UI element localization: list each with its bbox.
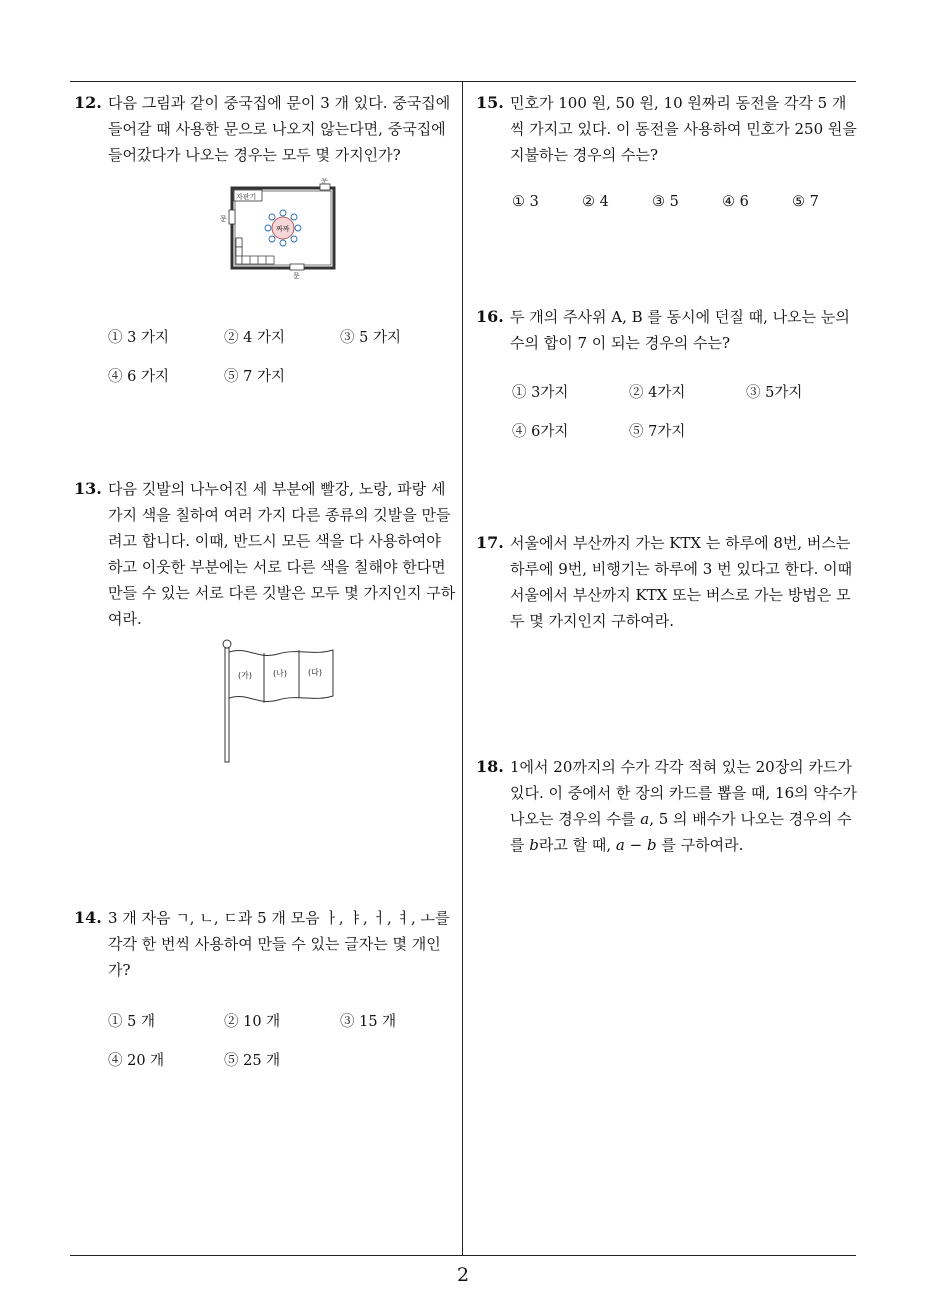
choice-2[interactable]: ② 10 개 — [224, 1014, 281, 1030]
door-left-label: 문 — [220, 215, 227, 223]
round-table-label: 짜짜 — [276, 225, 290, 233]
choice-5[interactable]: ⑤ 7가지 — [629, 424, 686, 440]
question-18-text: 18. 1에서 20까지의 수가 각각 적혀 있는 20장의 카드가 있다. 이 중에서 한 장의 카드를 뽑을 때, 16의 약수가 나오는 경우의 수를 a, 5 의 배수가 나오는 경우의 수를 b라고 할 때, a − b 를 구하여라. — [476, 754, 858, 858]
question-16-choices — [512, 381, 852, 441]
flag-pole-top — [223, 640, 231, 648]
choice-2[interactable]: ② 4 가지 — [224, 330, 285, 346]
variable-b: b — [529, 836, 539, 854]
question-16 — [476, 304, 858, 356]
question-18-number: 18. — [476, 757, 504, 776]
question-15-number: 15. — [476, 93, 504, 112]
choice-1[interactable]: ① 3 가지 — [108, 330, 169, 346]
question-17-number: 17. — [476, 533, 504, 552]
question-14-choices — [108, 1010, 458, 1070]
question-15 — [476, 90, 858, 168]
question-14 — [74, 905, 456, 983]
question-12-number: 12. — [74, 93, 102, 112]
top-rule — [70, 81, 856, 82]
choice-2[interactable]: ② 4가지 — [629, 385, 686, 401]
page-number: 2 — [456, 1264, 470, 1286]
flag-section-ga: (가) — [238, 671, 252, 680]
choice-1[interactable]: ① 3 — [512, 194, 539, 210]
column-divider — [462, 82, 463, 1255]
flag-pole — [225, 648, 229, 762]
choice-5[interactable]: ⑤ 7 — [792, 194, 819, 210]
question-12-choices — [108, 326, 458, 386]
choice-3[interactable]: ③ 5 — [652, 194, 679, 210]
flag-section-na: (나) — [273, 669, 287, 678]
question-14-number: 14. — [74, 908, 102, 927]
choice-5[interactable]: ⑤ 25 개 — [224, 1053, 281, 1069]
vending-machine-label: 자판기 — [236, 193, 257, 201]
expression-a-minus-b: a − b — [615, 836, 657, 854]
question-15-text: 15. 민호가 100 원, 50 원, 10 원짜리 동전을 각각 5 개씩 가지고 있다. 이 동전을 사용하여 민호가 250 원을 지불하는 경우의 수는? — [476, 90, 858, 168]
choice-4[interactable]: ④ 20 개 — [108, 1053, 165, 1069]
flag-figure — [218, 638, 358, 766]
question-18 — [476, 754, 858, 858]
choice-4[interactable]: ④ 6 — [722, 194, 749, 210]
question-17-text: 17. 서울에서 부산까지 가는 KTX 는 하루에 8번, 버스는 하루에 9번, 비행기는 하루에 3 번 있다고 한다. 이때 서울에서 부산까지 KTX 또는 버스로 가는 방법은 모두 몇 가지인지 구하여라. — [476, 530, 858, 634]
restaurant-floorplan-figure — [220, 178, 345, 280]
question-13-text: 13. 다음 깃발의 나누어진 세 부분에 빨강, 노랑, 파랑 세 가지 색을 칠하여 여러 가지 다른 종류의 깃발을 만들려고 합니다. 이때, 반드시 모든 색을 다 사용하여야 하고 이웃한 부분에는 서로 다른 색을 칠해야 한다면 만들 수 있는 서로 다른 깃발은 모두 몇 가지인지 구하여라. — [74, 476, 456, 632]
variable-a: a — [640, 810, 650, 828]
choice-1[interactable]: ① 5 개 — [108, 1014, 155, 1030]
flag-section-da: (다) — [308, 668, 322, 677]
choice-3[interactable]: ③ 5 가지 — [340, 330, 401, 346]
door-bottom-label: 문 — [293, 272, 300, 280]
question-13 — [74, 476, 456, 632]
question-15-choices — [512, 194, 852, 216]
choice-2[interactable]: ② 4 — [582, 194, 609, 210]
question-12-text: 12. 다음 그림과 같이 중국집에 문이 3 개 있다. 중국집에 들어갈 때 사용한 문으로 나오지 않는다면, 중국집에 들어갔다가 나오는 경우는 모두 몇 가지인가? — [74, 90, 456, 168]
question-14-text: 14. 3 개 자음 ㄱ, ㄴ, ㄷ과 5 개 모음 ㅏ, ㅑ, ㅓ, ㅕ, ㅗ를 각각 한 번씩 사용하여 만들 수 있는 글자는 몇 개인가? — [74, 905, 456, 983]
choice-3[interactable]: ③ 5가지 — [746, 385, 803, 401]
question-12 — [74, 90, 456, 168]
choice-4[interactable]: ④ 6가지 — [512, 424, 569, 440]
choice-3[interactable]: ③ 15 개 — [340, 1014, 397, 1030]
question-16-number: 16. — [476, 307, 504, 326]
bottom-rule — [70, 1255, 856, 1256]
choice-5[interactable]: ⑤ 7 가지 — [224, 369, 285, 385]
choice-4[interactable]: ④ 6 가지 — [108, 369, 169, 385]
question-16-text: 16. 두 개의 주사위 A, B 를 동시에 던질 때, 나오는 눈의 수의 합이 7 이 되는 경우의 수는? — [476, 304, 858, 356]
question-13-number: 13. — [74, 479, 102, 498]
choice-1[interactable]: ① 3가지 — [512, 385, 569, 401]
question-17 — [476, 530, 858, 634]
door-top-label: 문 — [321, 178, 328, 185]
